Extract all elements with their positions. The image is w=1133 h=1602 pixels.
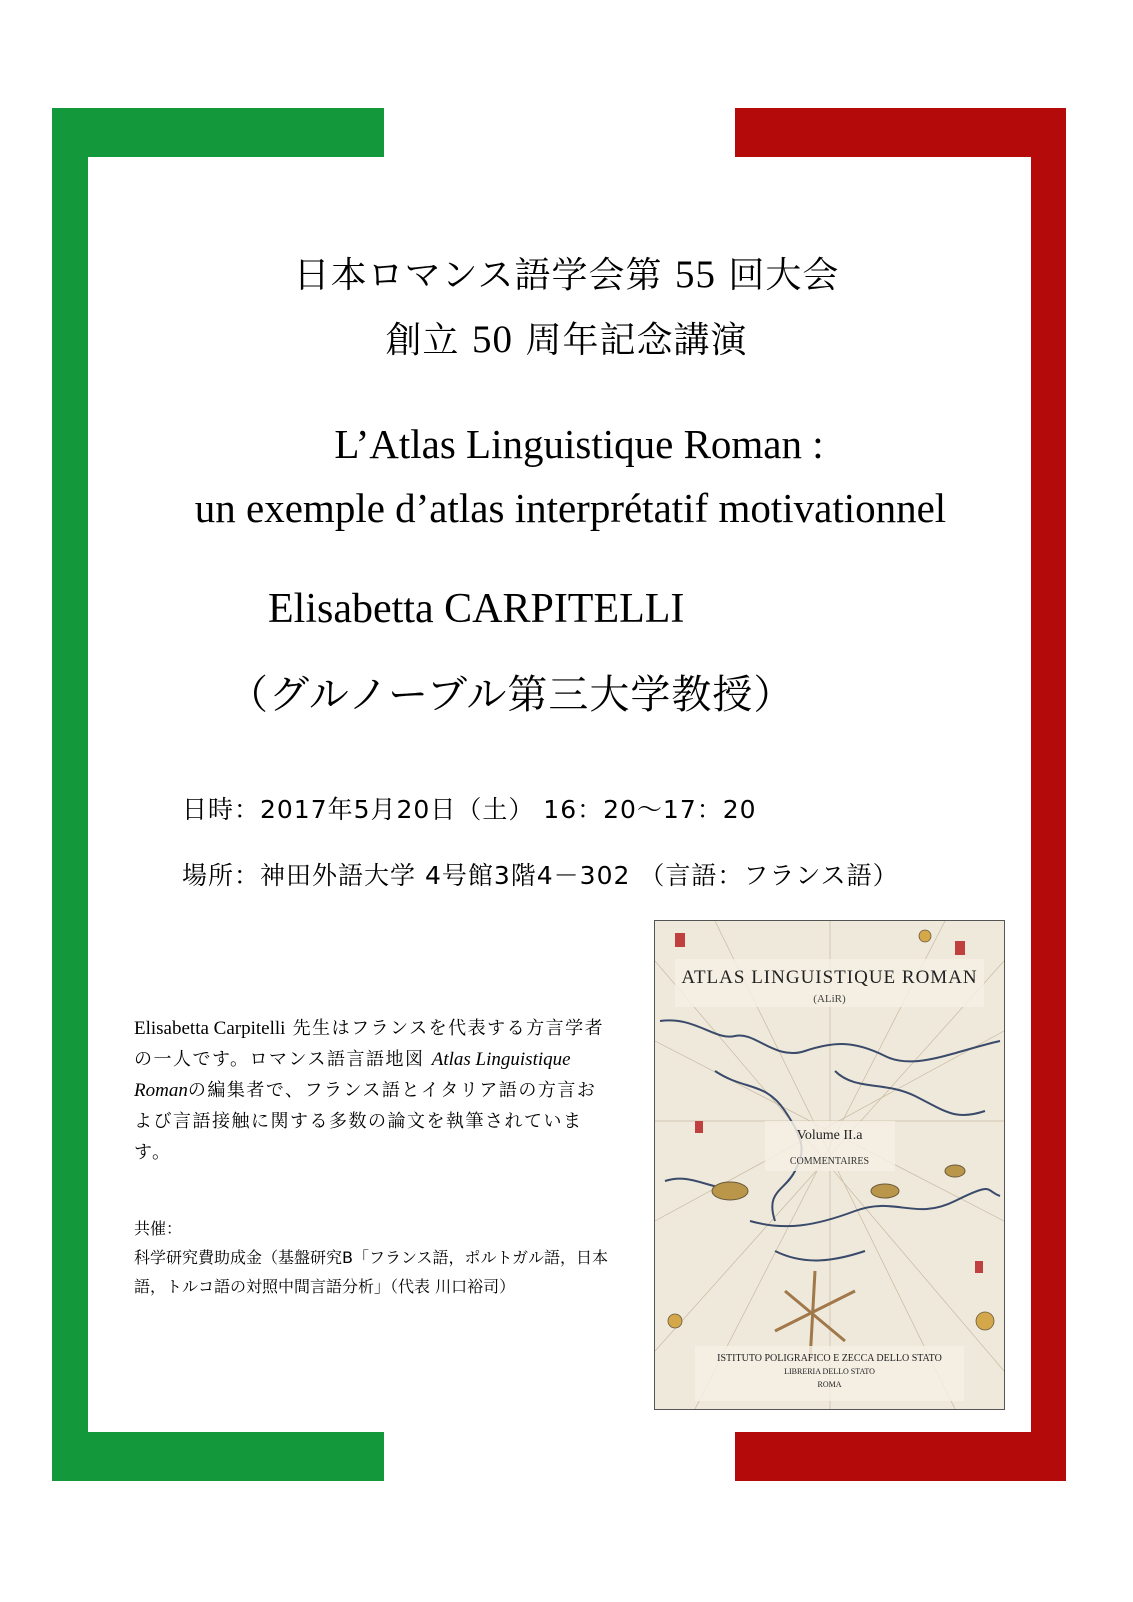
heading-line2-post: 周年記念講演 <box>525 320 748 361</box>
heading-line1-pre: 日本ロマンス語学会第 <box>293 255 663 296</box>
talk-title-line1: L’Atlas Linguistique Roman : <box>334 421 824 467</box>
sponsor-block <box>134 1214 609 1301</box>
cover-subtitle: COMMENTAIRES <box>789 1156 870 1167</box>
speaker-name: Elisabetta CARPITELLI <box>268 586 685 632</box>
event-datetime: 日時：2017年5月20日（土） 16：20〜17：20 <box>182 795 757 824</box>
bio-text-a: 先生はフランスを代表する方言学者の一人です。ロマンス語言語地図 <box>134 1018 605 1070</box>
event-heading <box>0 247 1133 298</box>
red-band-bottom <box>735 1432 1066 1481</box>
speaker-affiliation: （グルノーブル第三大学教授） <box>228 672 795 718</box>
cover-title: ATLAS LINGUISTIQUE ROMAN <box>681 967 978 988</box>
sponsor-text: 科学研究費助成金（基盤研究B「フランス語，ポルトガル語，日本語，トルコ語の対照中間言語分析」（代表 川口裕司） <box>134 1248 609 1296</box>
cover-volume: Volume II.a <box>796 1128 863 1143</box>
anniversary-heading <box>0 312 1133 363</box>
heading-line2-pre: 創立 <box>385 320 460 361</box>
red-band-top <box>735 108 1066 157</box>
heading-line1-num: 55 <box>674 253 716 296</box>
sponsor-label: 共催： <box>134 1219 183 1238</box>
cover-abbr: (ALiR) <box>813 993 846 1005</box>
heading-line2-num: 50 <box>472 318 513 361</box>
bio-atlas: Atlas Linguistique Roman <box>134 1049 571 1101</box>
bio-name: Elisabetta Carpitelli <box>134 1018 286 1039</box>
green-band-top <box>52 108 384 157</box>
book-cover-image <box>654 920 1005 1410</box>
cover-library: LIBRERIA DELLO STATO <box>784 1367 875 1376</box>
green-band-bottom <box>52 1432 384 1481</box>
cover-city: ROMA <box>817 1380 842 1389</box>
bio-text-b: の編集者で、フランス語とイタリア語の方言および言語接触に関する多数の論文を執筆されています。 <box>134 1080 597 1163</box>
heading-line1-post: 回大会 <box>728 255 840 296</box>
talk-title-line2: un exemple d’atlas interprétatif motivationnel <box>194 485 947 531</box>
event-venue: 場所：神田外語大学 4号館3階4－302 （言語：フランス語） <box>182 861 899 890</box>
speaker-bio <box>134 1013 609 1168</box>
cover-publisher: ISTITUTO POLIGRAFICO E ZECCA DELLO STATO <box>717 1353 942 1364</box>
